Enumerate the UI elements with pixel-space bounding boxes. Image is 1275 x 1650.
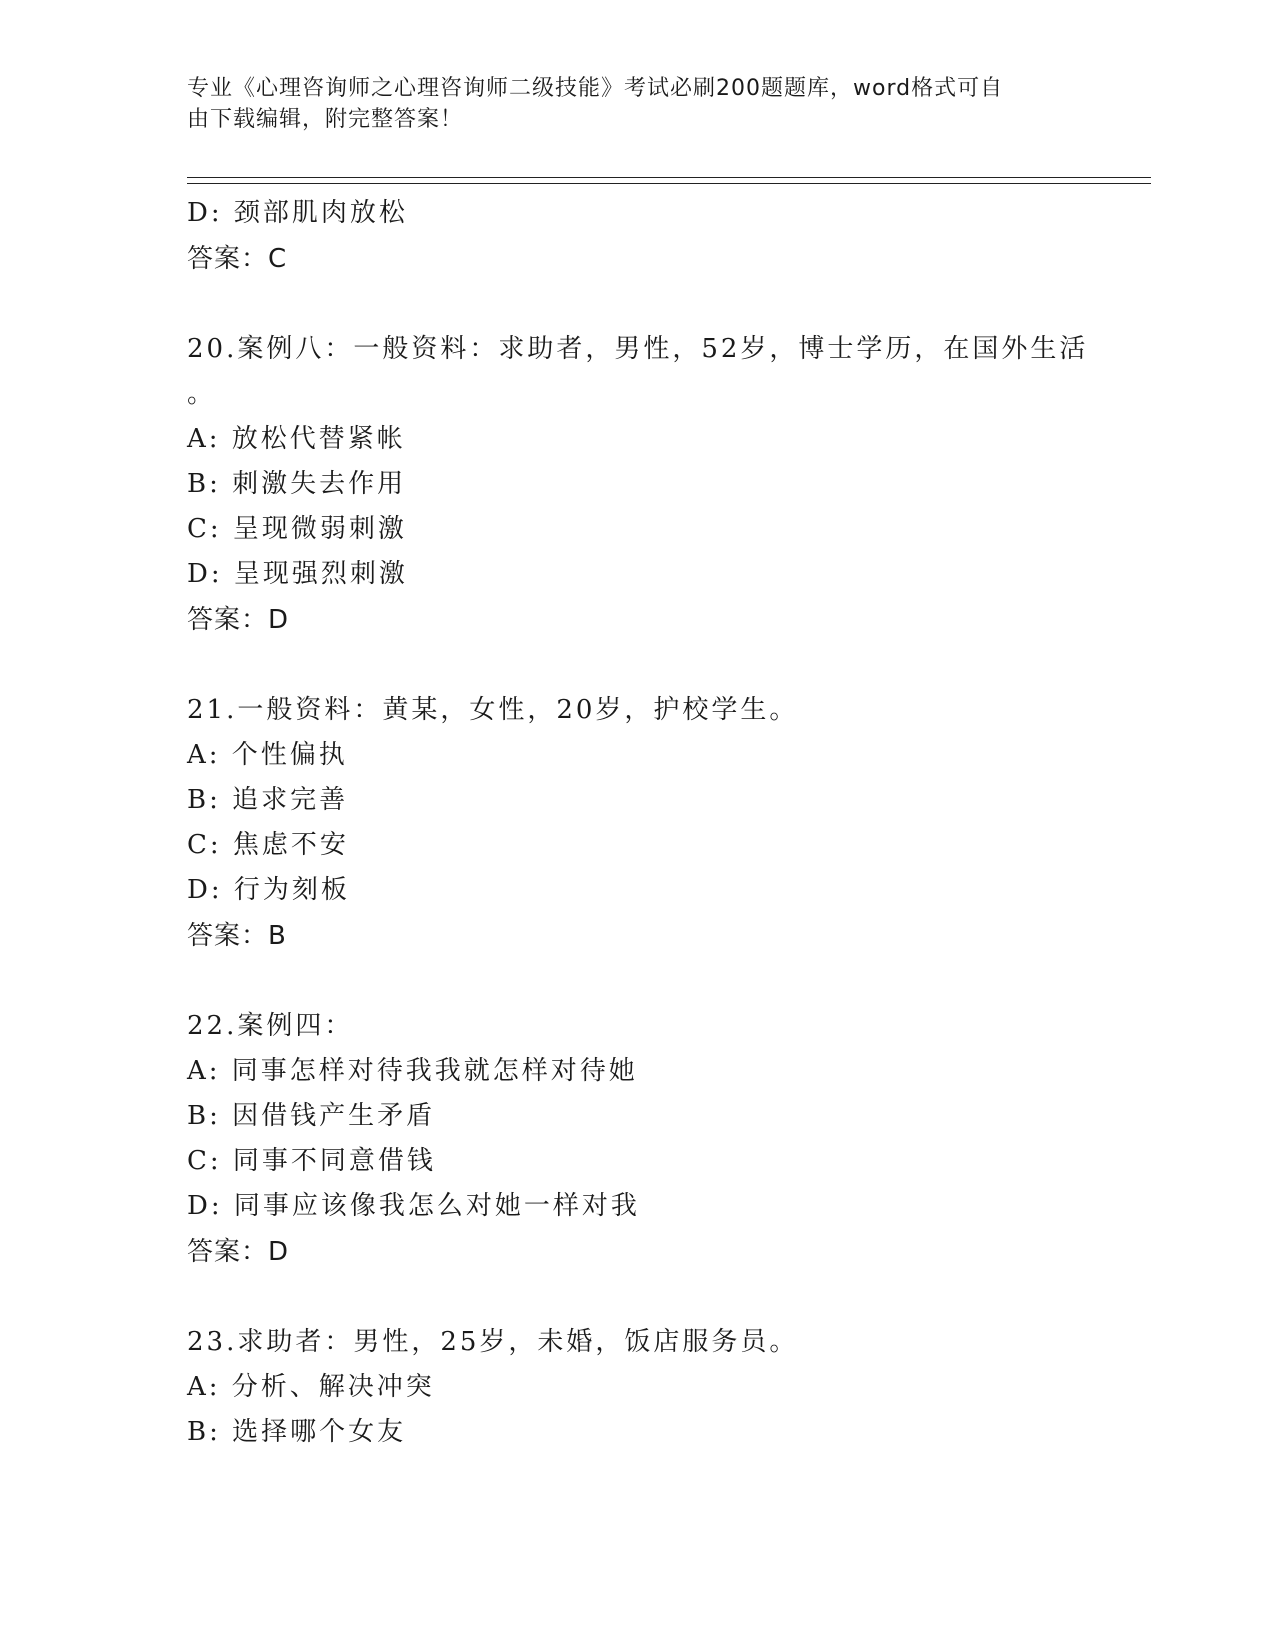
question-stem: 22.案例四： bbox=[187, 1011, 354, 1041]
option-a: A: 分析、解决冲突 bbox=[187, 1372, 435, 1402]
option-a: A: 个性偏执 bbox=[187, 740, 348, 770]
question-list bbox=[187, 191, 1107, 1455]
question-20 bbox=[187, 327, 1107, 643]
question-stem: 23.求助者：男性，25岁，未婚，饭店服务员。 bbox=[187, 1327, 799, 1357]
spacer bbox=[187, 959, 1107, 1004]
option-b: B: 选择哪个女友 bbox=[187, 1417, 407, 1447]
option-d: D: 颈部肌肉放松 bbox=[187, 198, 408, 228]
question-23 bbox=[187, 1320, 1107, 1455]
document-header bbox=[187, 73, 1067, 135]
spacer bbox=[187, 643, 1107, 688]
question-stem: 20.案例八：一般资料：求助者，男性，52岁，博士学历，在国外生活 bbox=[187, 334, 1089, 364]
answer: 答案：D bbox=[187, 1237, 290, 1267]
spacer bbox=[187, 1275, 1107, 1320]
option-a: A: 同事怎样对待我我就怎样对待她 bbox=[187, 1056, 638, 1086]
header-divider bbox=[187, 177, 1151, 184]
answer: 答案：D bbox=[187, 605, 290, 635]
option-d: D: 呈现强烈刺激 bbox=[187, 559, 408, 589]
option-c: C: 同事不同意借钱 bbox=[187, 1146, 436, 1176]
header-line-1: 专业《心理咨询师之心理咨询师二级技能》考试必刷200题题库，word格式可自 bbox=[187, 76, 1004, 101]
question-21 bbox=[187, 688, 1107, 959]
option-d: D: 行为刻板 bbox=[187, 875, 350, 905]
answer: 答案：C bbox=[187, 244, 288, 274]
option-c: C: 焦虑不安 bbox=[187, 830, 349, 860]
answer: 答案：B bbox=[187, 921, 287, 951]
option-c: C: 呈现微弱刺激 bbox=[187, 514, 407, 544]
option-b: B: 刺激失去作用 bbox=[187, 469, 407, 499]
question-19-tail bbox=[187, 191, 1107, 282]
question-stem: 21.一般资料：黄某，女性，20岁，护校学生。 bbox=[187, 695, 799, 725]
option-b: B: 追求完善 bbox=[187, 785, 349, 815]
question-22 bbox=[187, 1004, 1107, 1275]
option-a: A: 放松代替紧帐 bbox=[187, 424, 406, 454]
option-b: B: 因借钱产生矛盾 bbox=[187, 1101, 436, 1131]
option-d: D: 同事应该像我怎么对她一样对我 bbox=[187, 1191, 640, 1221]
spacer bbox=[187, 282, 1107, 327]
header-line-2: 由下载编辑，附完整答案！ bbox=[187, 107, 464, 132]
question-stem-continuation: 。 bbox=[187, 379, 217, 409]
